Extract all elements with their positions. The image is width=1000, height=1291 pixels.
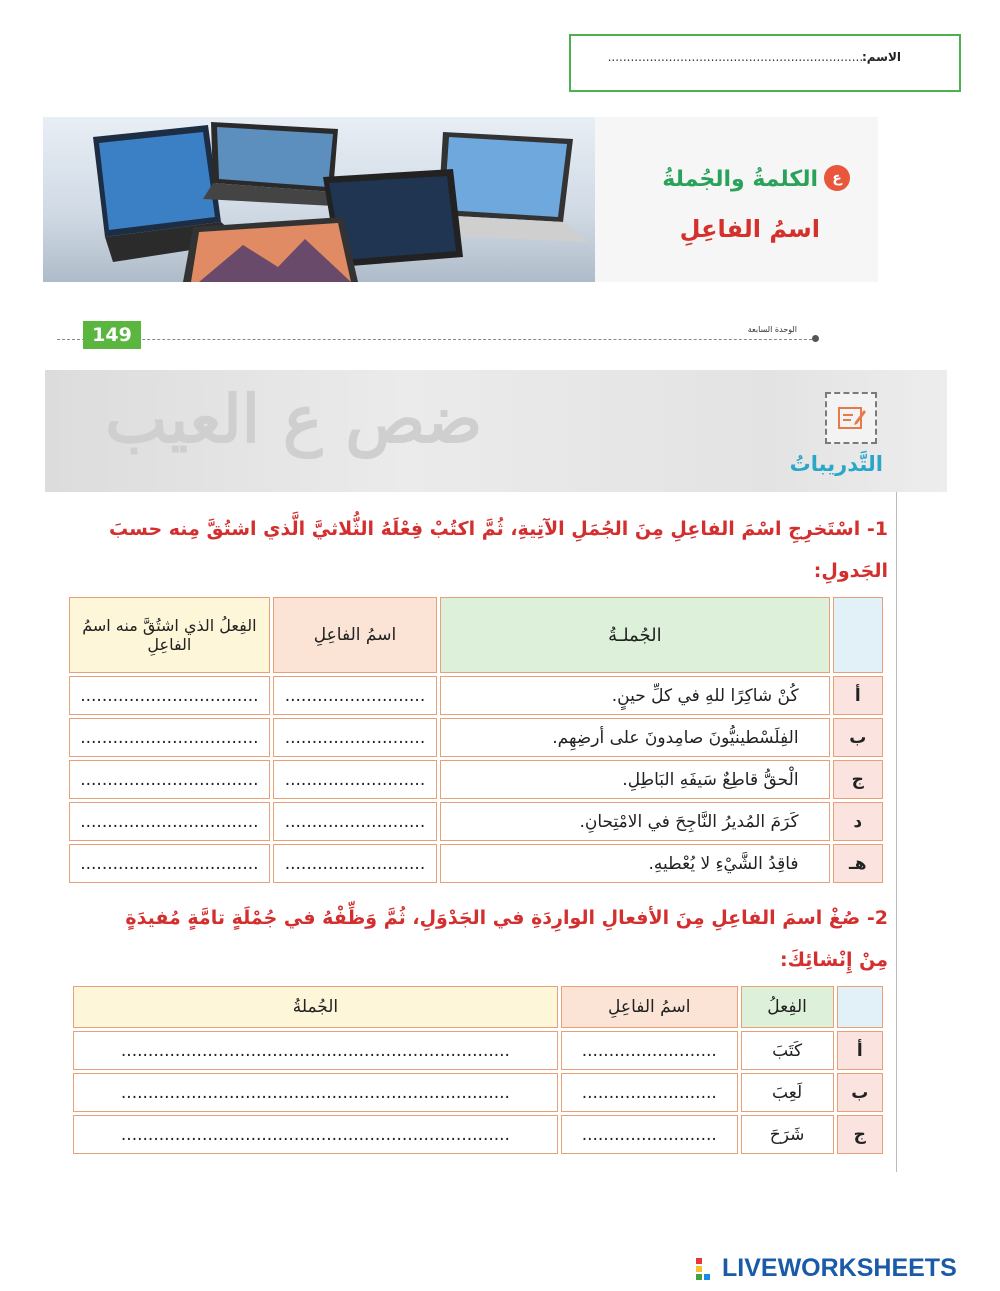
header-verb: الفِعلُ xyxy=(741,986,834,1028)
question-1-table xyxy=(66,594,886,886)
verb-answer-input[interactable]: ................................. xyxy=(69,844,270,883)
row-letter: هـ xyxy=(833,844,883,883)
exercises-banner xyxy=(45,370,947,492)
agent-answer-input[interactable]: ......................... xyxy=(561,1115,738,1154)
row-letter: أ xyxy=(833,676,883,715)
table-row xyxy=(73,1031,883,1070)
margin-line xyxy=(896,492,897,1172)
verb-answer-input[interactable]: ................................. xyxy=(69,802,270,841)
table-row xyxy=(69,802,883,841)
agent-answer-input[interactable]: .......................... xyxy=(273,676,437,715)
agent-answer-input[interactable]: .......................... xyxy=(273,802,437,841)
row-sentence: كَرَمَ المُديرُ النَّاجِحَ في الامْتِحانِ. xyxy=(440,802,829,841)
unit-label: الوحدة السابعة xyxy=(747,325,797,334)
row-sentence: فاقِدُ الشَّيْءِ لا يُعْطيهِ. xyxy=(440,844,829,883)
table-row xyxy=(73,1115,883,1154)
calligraphy-background: ضص ع العيب xyxy=(105,380,483,458)
question-2-table xyxy=(70,983,886,1157)
row-verb: شَرَحَ xyxy=(741,1115,834,1154)
lesson-title: اسمُ الفاعِلِ xyxy=(679,215,820,243)
header-agent: اسمُ الفاعِلِ xyxy=(273,597,437,673)
name-input[interactable]: .................................................................... xyxy=(607,50,867,64)
agent-answer-input[interactable]: .......................... xyxy=(273,844,437,883)
table-row xyxy=(69,760,883,799)
agent-answer-input[interactable]: ......................... xyxy=(561,1073,738,1112)
liveworksheets-brand: LIVEWORKSHEETS xyxy=(722,1254,957,1282)
verb-answer-input[interactable]: ................................. xyxy=(69,718,270,757)
dashed-divider xyxy=(57,339,817,340)
header-verb: الفِعلُ الذي اشتُقَّ منه اسمُ الفاعِلِ xyxy=(69,597,270,673)
agent-answer-input[interactable]: .......................... xyxy=(273,760,437,799)
table-row xyxy=(69,676,883,715)
question-2-text: 2- صُغْ اسمَ الفاعِلِ مِنَ الأفعالِ الوارِدَةِ في الجَدْوَلِ، ثُمَّ وَظِّفْهُ في جُمْلَةٍ تامَّةٍ مُفيدَةٍ مِنْ إِنْشائِكَ: xyxy=(125,907,888,971)
sentence-answer-input[interactable]: ........................................................................ xyxy=(73,1031,558,1070)
name-label: الاسم: xyxy=(861,50,901,64)
header-letter xyxy=(833,597,883,673)
row-sentence: الفِلَسْطينيُّونَ صامِدونَ على أرضِهِم. xyxy=(440,718,829,757)
row-letter: ج xyxy=(833,760,883,799)
question-1-text: 1- اسْتَخرِجِ اسْمَ الفاعِلِ مِنَ الجُمَلِ الآتِيةِ، ثُمَّ اكتُبْ فِعْلَهُ الثُّلاثيَّ الَّذي اشتُقَّ مِنه حسبَ الجَدولِ: xyxy=(109,518,888,582)
banner-title-area xyxy=(595,117,878,282)
row-letter: ب xyxy=(833,718,883,757)
row-verb: لَعِبَ xyxy=(741,1073,834,1112)
header-agent: اسمُ الفاعِلِ xyxy=(561,986,738,1028)
laptops-image xyxy=(43,117,595,282)
table-row xyxy=(69,844,883,883)
header-sentence: الجُملةُ xyxy=(73,986,558,1028)
row-verb: كَتَبَ xyxy=(741,1031,834,1070)
liveworksheets-logo xyxy=(696,1254,996,1286)
row-letter: أ xyxy=(837,1031,883,1070)
agent-answer-input[interactable]: .......................... xyxy=(273,718,437,757)
table-row xyxy=(73,1073,883,1112)
table-header-row xyxy=(73,986,883,1028)
name-box xyxy=(569,34,961,92)
lesson-badge-icon: ع xyxy=(824,165,850,191)
lesson-banner xyxy=(43,117,878,282)
sentence-answer-input[interactable]: ........................................................................ xyxy=(73,1073,558,1112)
row-letter: د xyxy=(833,802,883,841)
row-sentence: كُنْ شاكِرًا للهِ في كلِّ حينٍ. xyxy=(440,676,829,715)
header-sentence: الجُملـةُ xyxy=(440,597,829,673)
sentence-answer-input[interactable]: ........................................................................ xyxy=(73,1115,558,1154)
liveworksheets-icon xyxy=(696,1258,718,1280)
agent-answer-input[interactable]: ......................... xyxy=(561,1031,738,1070)
row-sentence: الْحقُّ قاطِعٌ سَيفَهِ البَاطِلِ. xyxy=(440,760,829,799)
pencil-note-icon xyxy=(825,392,877,444)
verb-answer-input[interactable]: ................................. xyxy=(69,676,270,715)
exercises-title: التَّدريباتُ xyxy=(789,452,883,476)
table-row xyxy=(69,718,883,757)
row-letter: ج xyxy=(837,1115,883,1154)
verb-answer-input[interactable]: ................................. xyxy=(69,760,270,799)
table-header-row xyxy=(69,597,883,673)
row-letter: ب xyxy=(837,1073,883,1112)
page-strip xyxy=(57,318,817,350)
header-letter xyxy=(837,986,883,1028)
page-number: 149 xyxy=(83,321,141,349)
strip-dot xyxy=(812,335,819,342)
banner-subtitle: الكلمةُ والجُملةُ xyxy=(662,167,818,192)
